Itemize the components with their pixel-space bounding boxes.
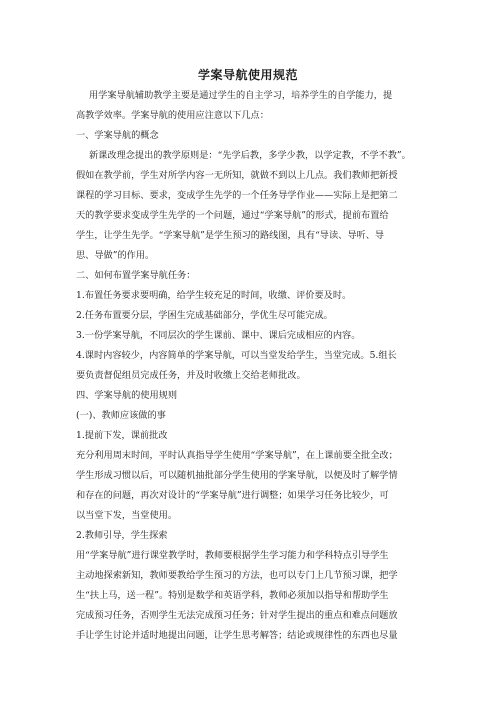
text-line: 学生，让学生先学。“学案导航”是学生预习的路线图，具有“导读、导听、导 xyxy=(76,230,385,241)
text-line: 高教学效率。学案导航的使用应注意以下几点： xyxy=(76,110,269,121)
item-heading: 1.提前下发，课前批改 xyxy=(76,430,168,441)
text-line: 用学案导航辅助教学主要是通过学生的自主学习，培养学生的自学能力，提 xyxy=(89,90,393,101)
text-line: 学生形成习惯以后，可以随机抽批部分学生使用的学案导航，以便及时了解学情 xyxy=(76,470,398,481)
text-line: 充分利用周末时间，平时认真指导学生使用“学案导航”，在上课前要全批全改； xyxy=(76,450,398,461)
list-item: 2.任务布置要分层，学困生完成基础部分，学优生尽可能完成。 xyxy=(76,310,333,321)
text-line: 要负责督促组员完成任务，并及时收缴上交给老师批改。 xyxy=(76,370,306,381)
text-line: 用“学案导航”进行课堂教学时，教师要根据学生学习能力和学科特点引导学生 xyxy=(76,550,389,561)
section-heading: 一、学案导航的概念 xyxy=(76,130,159,141)
section-heading: 四、学案导航的使用规则 xyxy=(76,390,178,401)
subsection-heading: (一)、教师应该做的事 xyxy=(76,410,166,421)
text-line: 以当堂下发，当堂使用。 xyxy=(76,510,178,521)
text-line: 生“扶上马，送一程”。特别是数学和英语学科，教师必须加以指导和帮助学生 xyxy=(76,590,389,601)
section-heading: 二、如何布置学案导航任务： xyxy=(76,270,196,281)
text-line: 和存在的问题，再次对设计的“学案导航”进行调整；如果学习任务比较少，可 xyxy=(76,490,389,501)
list-item: 4.课时内容较少，内容简单的学案导航，可以当堂发给学生，当堂完成。5.组长 xyxy=(76,350,397,361)
text-line: 思、导做”的作用。 xyxy=(76,250,155,261)
list-item: 3.一份学案导航，不同层次的学生课前、课中、课后完成相应的内容。 xyxy=(76,330,361,341)
text-line: 手让学生讨论并适时地提出问题，让学生思考解答；结论或规律性的东西也尽量 xyxy=(76,630,398,641)
list-item: 1.布置任务要求要明确，给学生较充足的时间，收缴、评价要及时。 xyxy=(76,290,352,301)
text-line: 假如在教学前，学生对所学内容一无所知，就做不到以上几点。我们教师把新授 xyxy=(76,170,398,181)
text-line: 主动地探索新知，教师要教给学生预习的方法，也可以专门上几节预习课，把学 xyxy=(76,570,398,581)
document-title: 学案导航使用规范 xyxy=(197,68,298,82)
text-line: 新课改理念提出的教学原则是：“先学后教，多学少教，以学定教，不学不教”。 xyxy=(89,150,411,161)
item-heading: 2.教师引导，学生探索 xyxy=(76,530,168,541)
text-line: 完成预习任务，否则学生无法完成预习任务；针对学生提出的重点和难点问题放 xyxy=(76,610,398,621)
text-line: 课程的学习目标、要求，变成学生先学的一个任务导学作业——实际上是把第二 xyxy=(76,190,398,201)
text-line: 天的教学要求变成学生先学的一个问题，通过“学案导航”的形式，提前布置给 xyxy=(76,210,389,221)
